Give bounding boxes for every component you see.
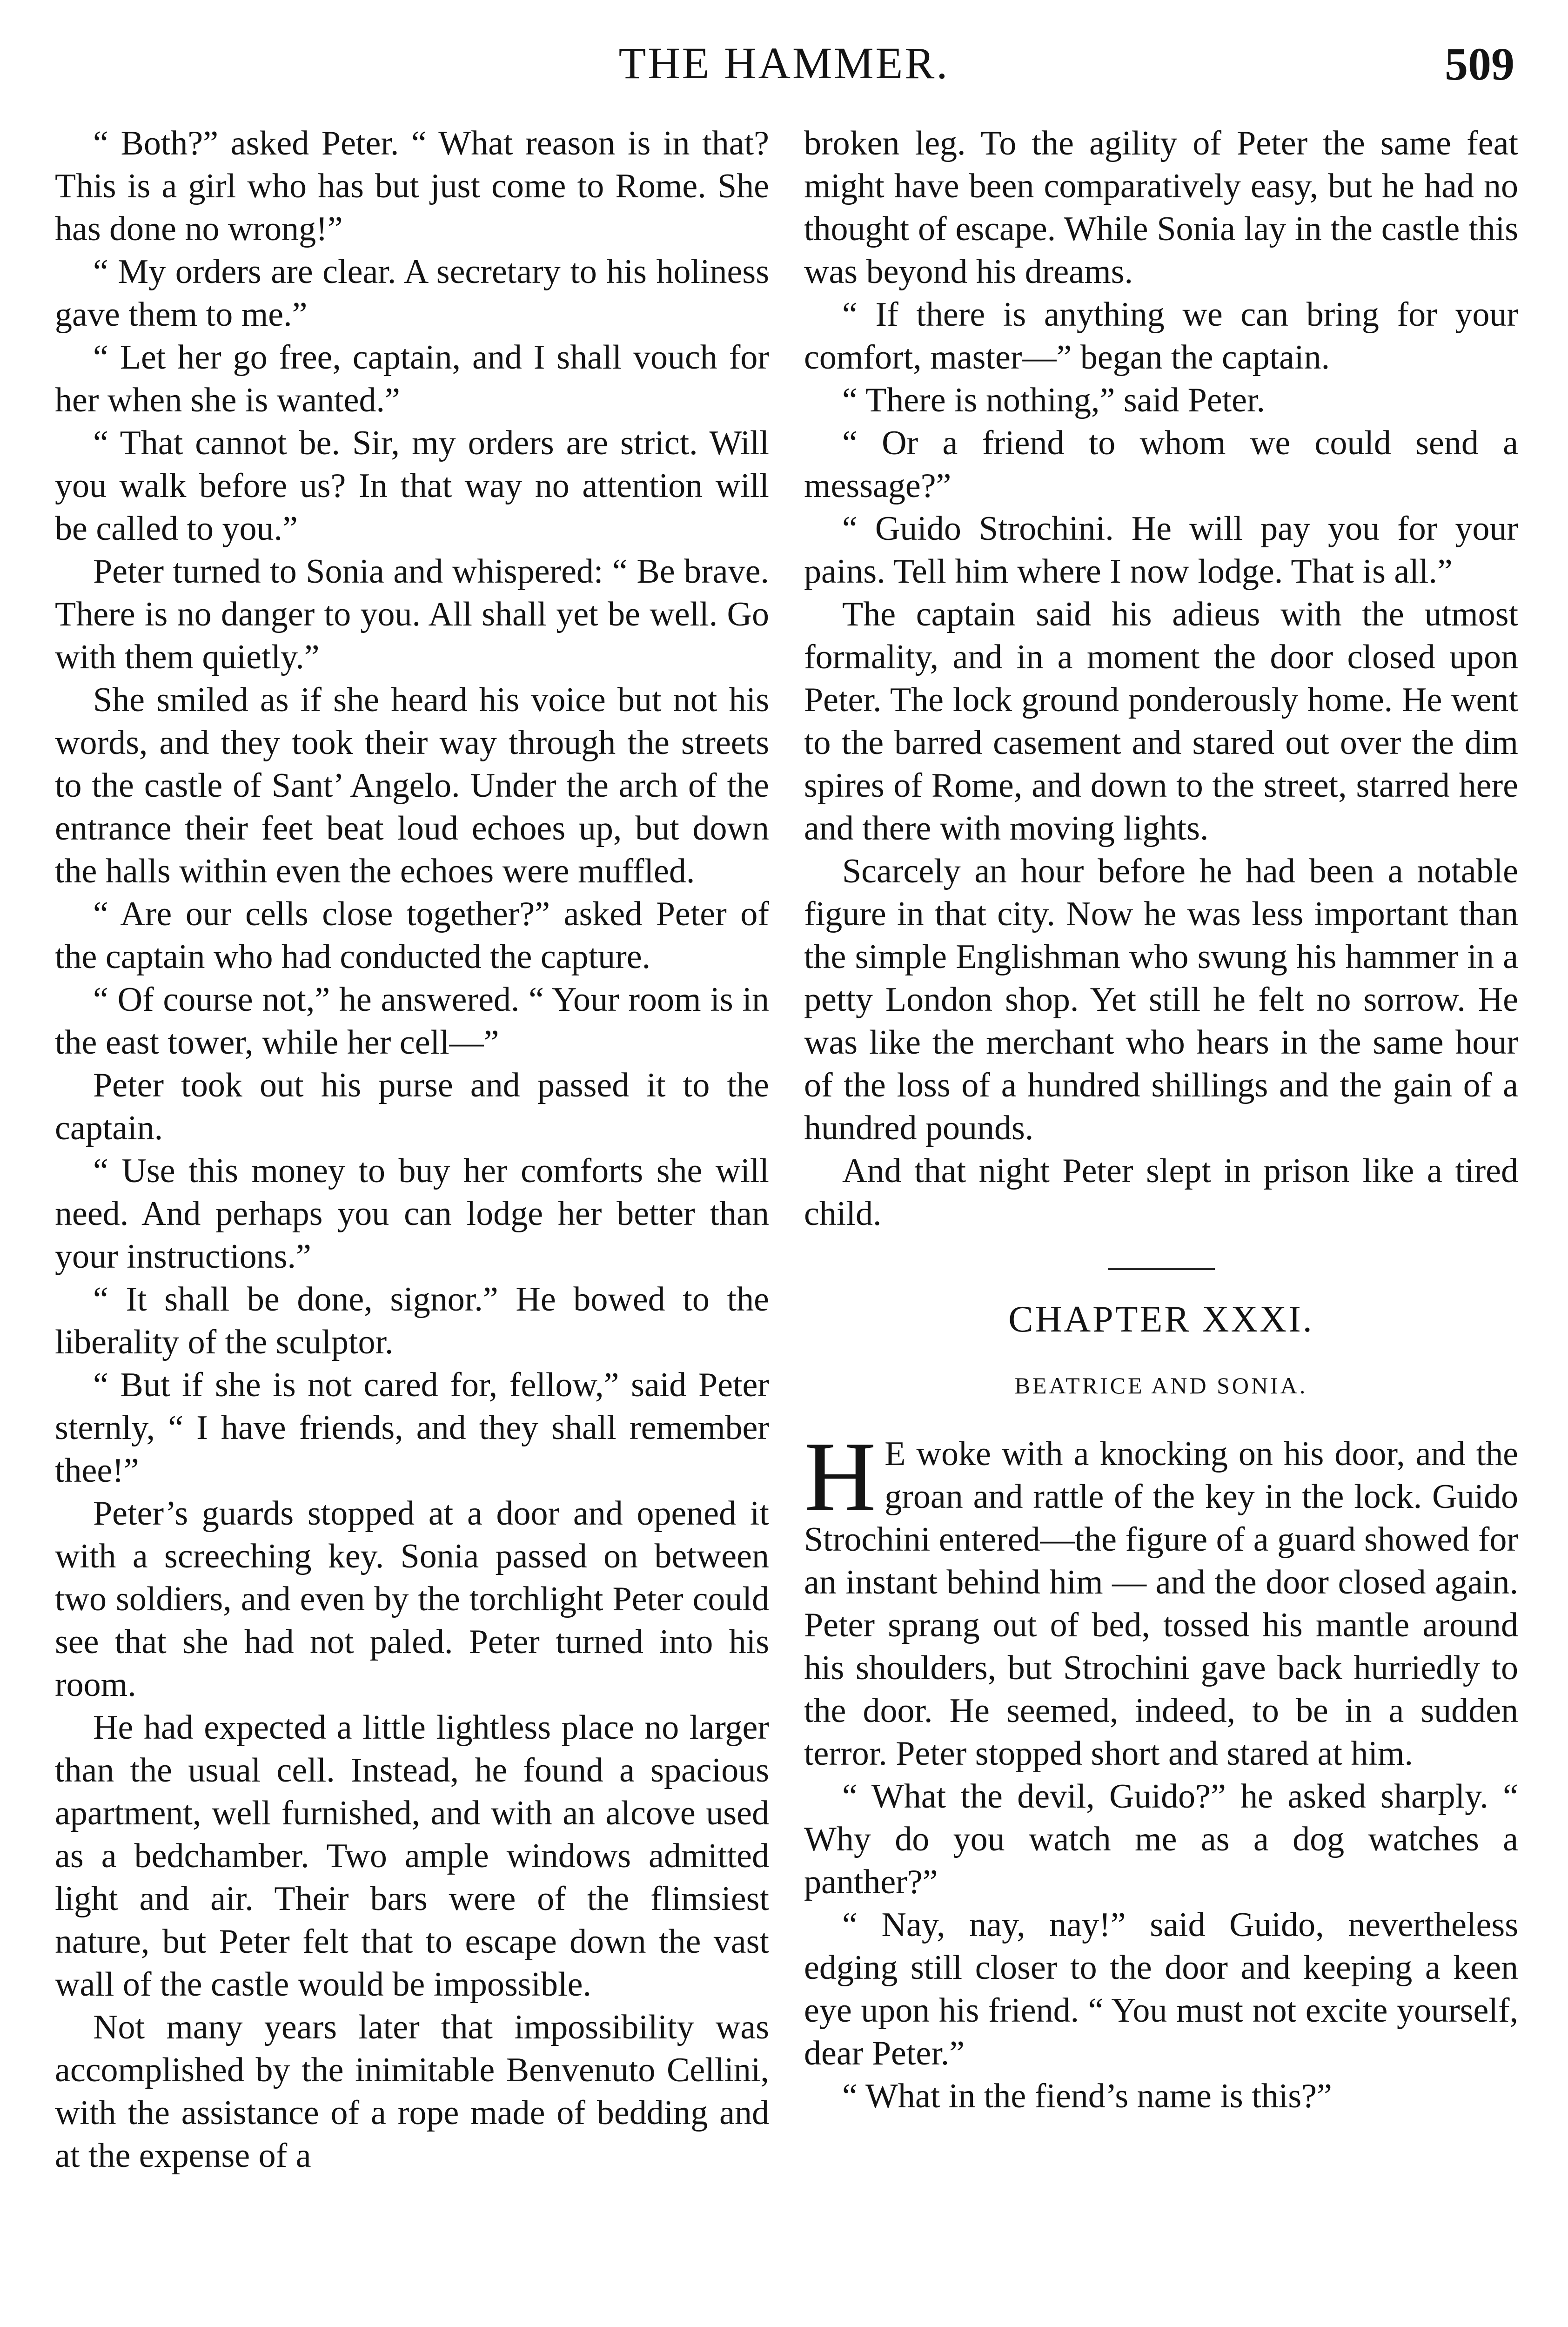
- paragraph: Peter turned to Sonia and whispered: “ Be brave. There is no danger to you. All shall yet be well. Go with them quietly.”: [55, 552, 769, 676]
- paragraph: “ It shall be done, signor.” He bowed to the liberality of the sculptor.: [55, 1280, 769, 1361]
- chapter-opening-paragraph: [804, 1421, 1518, 1775]
- continued-paragraph: broken leg. To the agility of Peter the same feat might have been comparatively easy, but he had no thought of escape. While Sonia lay in the castle this was beyond his dreams.: [804, 124, 1518, 291]
- paragraph: And that night Peter slept in prison like a tired child.: [804, 1152, 1518, 1233]
- drop-cap: H: [804, 1421, 877, 1532]
- paragraph: “ Or a friend to whom we could send a message?”: [804, 424, 1518, 505]
- paragraph: “ My orders are clear. A secretary to his holiness gave them to me.”: [55, 253, 769, 334]
- paragraph: “ Both?” asked Peter. “ What reason is in that? This is a girl who has but just come to Rome. She has done no wrong!”: [55, 124, 769, 248]
- paragraph: She smiled as if she heard his voice but not his words, and they took their way through the streets to the castle of Sant’ Angelo. Under the arch of the entrance their feet beat loud echoes up, but down the halls within even the echoes were muffled.: [55, 681, 769, 890]
- running-title: THE HAMMER.: [618, 38, 950, 88]
- paragraph: The captain said his adieus with the utmost formality, and in a moment the door closed upon Peter. The lock ground ponderously home. He went to the barred casement and stared out over the dim spires of Rome, and down to the street, starred here and there with moving lights.: [804, 595, 1518, 847]
- paragraph: He had expected a little lightless place no larger than the usual cell. Instead, he found a spacious apartment, well furnished, and with an alcove used as a bedchamber. Two ample windows admitted light and air. Their bars were of the flimsiest nature, but Peter felt that to escape down the vast wall of the castle would be impossible.: [55, 1708, 769, 2004]
- page-number: 509: [1445, 38, 1514, 90]
- paragraph: “ Guido Strochini. He will pay you for your pains. Tell him where I now lodge. That is all.”: [804, 510, 1518, 591]
- paragraph: “ What in the fiend’s name is this?”: [842, 2077, 1332, 2115]
- opening-text: E woke with a knocking on his door, and the groan and rattle of the key in the lock. Guido Strochini entered—the figure of a guard showed for an instant behind him — and the door closed again. Peter sprang out of bed, tossed his mantle around his shoulders, but Strochini gave back hurriedly to the door. He seemed, indeed, to be in a sudden terror. Peter stopped short and stared at him.: [804, 1435, 1518, 1773]
- paragraph: “ Are our cells close together?” asked Peter of the captain who had conducted the capture.: [55, 895, 769, 976]
- paragraph: “ Use this money to buy her comforts she will need. And perhaps you can lodge her better than your instructions.”: [55, 1152, 769, 1276]
- right-column: [804, 122, 1518, 2118]
- paragraph: “ Let her go free, captain, and I shall vouch for her when she is wanted.”: [55, 338, 769, 419]
- page-header: [0, 37, 1568, 107]
- paragraph: Peter took out his purse and passed it to the captain.: [55, 1066, 769, 1147]
- chapter-subtitle: BEATRICE AND SONIA.: [1014, 1372, 1308, 1399]
- left-column: [55, 122, 769, 2177]
- section-divider: [1108, 1268, 1215, 1270]
- paragraph: “ That cannot be. Sir, my orders are strict. Will you walk before us? In that way no attention will be called to you.”: [55, 424, 769, 548]
- paragraph: “ What the devil, Guido?” he asked sharply. “ Why do you watch me as a dog watches a panther?”: [804, 1777, 1518, 1901]
- paragraph: “ There is nothing,” said Peter.: [842, 381, 1266, 419]
- paragraph: “ But if she is not cared for, fellow,” said Peter sternly, “ I have friends, and they shall remember thee!”: [55, 1366, 769, 1490]
- paragraph: “ Of course not,” he answered. “ Your room is in the east tower, while her cell—”: [55, 981, 769, 1062]
- paragraph: “ If there is anything we can bring for your comfort, master—” began the captain.: [804, 296, 1518, 377]
- paragraph: Peter’s guards stopped at a door and opened it with a screeching key. Sonia passed on between two soldiers, and even by the torchlight Peter could see that she had not paled. Peter turned into his room.: [55, 1494, 769, 1704]
- paragraph: Not many years later that impossibility was accomplished by the inimitable Benvenuto Cellini, with the assistance of a rope made of bedding and at the expense of a: [55, 2008, 769, 2175]
- paragraph: “ Nay, nay, nay!” said Guido, nevertheless edging still closer to the door and keeping a keen eye upon his friend. “ You must not excite yourself, dear Peter.”: [804, 1906, 1518, 2072]
- chapter-title: CHAPTER XXXI.: [1008, 1299, 1314, 1340]
- paragraph: Scarcely an hour before he had been a notable figure in that city. Now he was less important than the simple Englishman who swung his hammer in a petty London shop. Yet still he felt no sorrow. He was like the merchant who hears in the same hour of the loss of a hundred shillings and the gain of a hundred pounds.: [804, 852, 1518, 1147]
